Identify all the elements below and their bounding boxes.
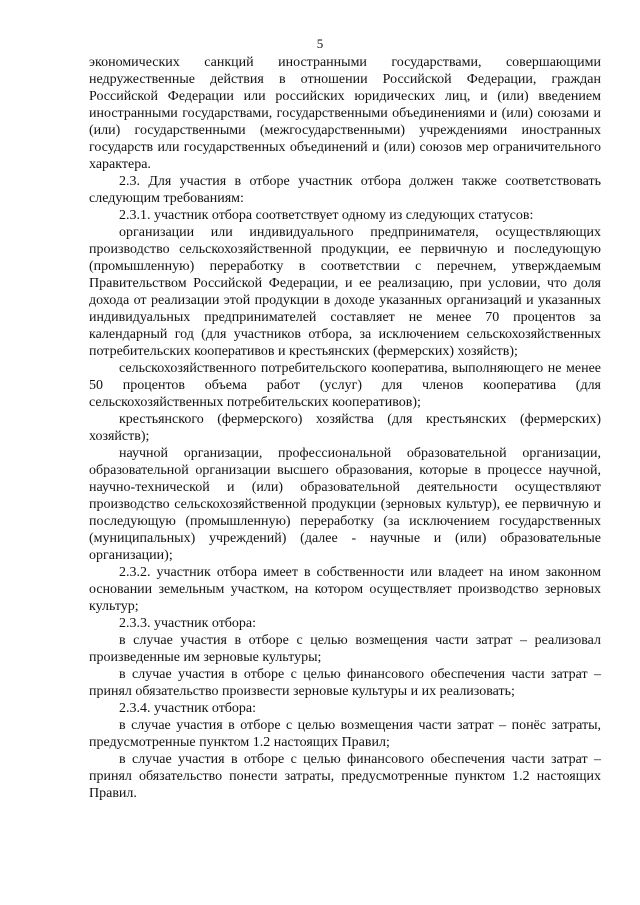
paragraph-2-3-4: 2.3.4. участник отбора:	[119, 701, 257, 716]
paragraph-status-cooperative: сельскохозяйственного потребительского кооператива, выполняющего не менее 50 процентов объема работ (услуг) для членов кооператива (для сельскохозяйственных потребительских кооперативов);	[89, 361, 601, 410]
paragraph-2-3-2: 2.3.2. участник отбора имеет в собственности или владеет на ином законном основании земельным участком, на котором осуществляет производство зерновых культур;	[89, 565, 601, 614]
paragraph-2-3-4-reimbursement: в случае участия в отборе с целью возмещения части затрат – понёс затраты, предусмотренные пунктом 1.2 настоящих Правил;	[89, 718, 601, 750]
page-number: 5	[316, 36, 324, 51]
paragraph-status-scientific: научной организации, профессиональной образовательной организации, образовательной организации высшего образования, которые в процессе научной, научно-технической и (или) образовательной деятельности осуществляют производство сельскохозяйственной продукции (зерновых культур), ее первичную и последующую (промышленную) переработку (за исключением государственных (муниципальных) учреждений) (далее - научные и (или) образовательные организации);	[89, 446, 601, 563]
paragraph-2-3: 2.3. Для участия в отборе участник отбора должен также соответствовать следующим требованиям:	[89, 174, 601, 206]
paragraph-status-farm: крестьянского (фермерского) хозяйства (для крестьянских (фермерских) хозяйств);	[89, 412, 601, 444]
paragraph-2-3-3-reimbursement: в случае участия в отборе с целью возмещения части затрат – реализовал произведенные им зерновые культуры;	[89, 633, 601, 665]
paragraph-2-3-3-financing: в случае участия в отборе с целью финансового обеспечения части затрат – принял обязательство произвести зерновые культуры и их реализовать;	[89, 667, 601, 699]
paragraph-continuation: экономических санкций иностранными государствами, совершающими недружественные действия в отношении Российской Федерации, граждан Российской Федерации или российских юридических лиц, и (или) введением иностранными государствами, государственными объединениями и (или) союзами и (или) государственными (межгосударственными) учреждениями иностранных государств или государственных объединений и (или) союзов мер ограничительного характера.	[89, 55, 601, 172]
body-text	[89, 54, 601, 802]
paragraph-status-organization: организации или индивидуального предпринимателя, осуществляющих производство сельскохозяйственной продукции, ее первичную и последующую (промышленную) переработку в соответствии с перечнем, утверждаемым Правительством Российской Федерации, и ее реализацию, при условии, что доля дохода от реализации этой продукции в доходе указанных организаций и указанных индивидуальных предпринимателей составляет не менее 70 процентов за календарный год (для участников отбора, за исключением сельскохозяйственных потребительских кооперативов и крестьянских (фермерских) хозяйств);	[89, 225, 601, 359]
paragraph-2-3-3: 2.3.3. участник отбора:	[119, 616, 257, 631]
paragraph-2-3-4-financing: в случае участия в отборе с целью финансового обеспечения части затрат – принял обязательство понести затраты, предусмотренные пунктом 1.2 настоящих Правил.	[89, 752, 601, 801]
paragraph-2-3-1: 2.3.1. участник отбора соответствует одному из следующих статусов:	[119, 208, 534, 223]
